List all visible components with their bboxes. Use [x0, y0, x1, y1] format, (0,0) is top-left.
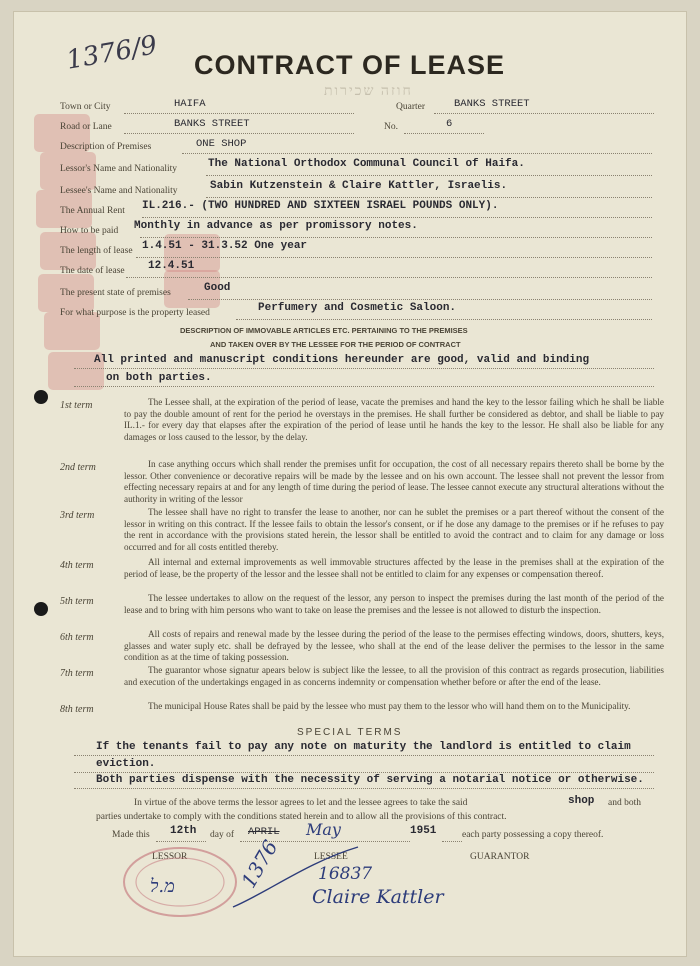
corner-handwritten-note: 1376/9	[64, 30, 160, 76]
field-label: Road or Lane	[60, 122, 112, 132]
lease-document	[14, 12, 686, 956]
field-label: Lessee's Name and Nationality	[60, 186, 178, 196]
field-label: How to be paid	[60, 226, 119, 236]
made-month-handwritten: May	[306, 820, 341, 839]
made-day-of: day of	[210, 830, 235, 840]
description-heading: AND TAKEN OVER BY THE LESSEE FOR THE PERIOD OF CONTRACT	[210, 340, 461, 349]
made-end: each party possessing a copy thereof.	[462, 830, 604, 840]
made-this-label: Made this	[112, 830, 150, 840]
field-value-state: Good	[204, 282, 231, 294]
field-value-length: 1.4.51 - 31.3.52 One year	[142, 240, 308, 252]
term-text: In case anything occurs which shall render the premises unfit for occupation, the cost of all necessary repairs thereto shall be borne by the lessor. Other convenience or decorative repairs will be made by the lessee and on his own account. The lessee shall not prevent the lessor from effecting necessary repairs at and for any length of time during the period of lease. The lessee cannot execute any structural alterations without the authority in writing of the lessor	[124, 459, 664, 504]
punch-hole	[34, 390, 48, 404]
term-label: 6th term	[60, 632, 94, 643]
punch-hole	[34, 602, 48, 616]
term-text: The Lessee shall, at the expiration of the period of lease, vacate the premises and hand the key to the lessor failing which he shall be liable to pay the double amount of rent for the period he overstays in the premises. He shall further be considered as debtor, and shall be liable to pay IL.1.- for every day that elapses after the expiration of the period of lease until he hands the key to the lessor. He shall also be liable for any damages or loss caused to the lessor, by the delay.	[124, 397, 664, 442]
term-label: 1st term	[60, 400, 93, 411]
term-label: 8th term	[60, 704, 94, 715]
description-line: All printed and manuscript conditions hereunder are good, valid and binding	[94, 354, 590, 366]
field-value-date: 12.4.51	[148, 260, 195, 272]
closing-text: parties undertake to comply with the conditions stated herein and to allow all the provisions of this contract.	[96, 812, 507, 822]
field-value-purpose: Perfumery and Cosmetic Saloon.	[258, 302, 457, 314]
field-value-payment: Monthly in advance as per promissory notes.	[134, 220, 418, 232]
description-heading: DESCRIPTION OF IMMOVABLE ARTICLES ETC. PERTAINING TO THE PREMISES	[180, 326, 468, 335]
field-label: Description of Premises	[60, 142, 152, 152]
special-terms-heading: SPECIAL TERMS	[297, 727, 403, 738]
term-text: The lessee shall have no right to transfer the lease to another, nor can he sublet the premises or a part thereof without the consent of the lessor in writing on this contract. If the lessee fails to obtain the lessor's consent, or if he dose any damage to the premises or if he refuses to pay the rent in accordance with the provisions stated herein, the lessor shall be entitled to avoid the contract and to claim for any damage or loss occurred and for all costs entitled thereby.	[124, 507, 664, 552]
term-text: The guarantor whose signatur apears below is subject like the lessee, to all the provision of this contract as regards prosecution, liabilities and execution of the undertakings engaged in as concerns indemnity or compensation whether before or after the end of the lease.	[124, 665, 664, 687]
closing-text: and both	[608, 798, 641, 808]
term-label: 3rd term	[60, 510, 95, 521]
lessee-hand-number: 16837	[318, 864, 373, 884]
term-label: 7th term	[60, 668, 94, 679]
field-label: The length of lease	[60, 246, 133, 256]
field-value-lessee: Sabin Kutzenstein & Claire Kattler, Israelis.	[210, 180, 508, 192]
field-label: No.	[384, 122, 398, 132]
field-label: The date of lease	[60, 266, 125, 276]
lessor-signature: מ.ל	[150, 876, 175, 897]
signatory-guarantor: GUARANTOR	[470, 852, 530, 862]
field-value-rent: IL.216.- (TWO HUNDRED AND SIXTEEN ISRAEL POUNDS ONLY).	[142, 200, 499, 212]
closing-value-shop: shop	[568, 795, 595, 807]
made-day: 12th	[170, 825, 197, 837]
closing-text: In virtue of the above terms the lessor agrees to let and the lessee agrees to take the said	[134, 798, 468, 808]
field-value-lessor: The National Orthodox Communal Council of Haifa.	[208, 158, 525, 170]
special-term-line: eviction.	[96, 758, 156, 770]
term-label: 2nd term	[60, 462, 96, 473]
term-label: 4th term	[60, 560, 94, 571]
special-term-line: Both parties dispense with the necessity of serving a notarial notice or otherwise.	[96, 774, 644, 786]
document-title: CONTRACT OF LEASE	[194, 50, 505, 80]
made-year: 1951	[410, 825, 437, 837]
term-text: The lessee undertakes to allow on the request of the lessor, any person to inspect the premises during the last month of the period of the lease and to bring with him persons who want to take on lease the premises and the lessee is not allowed to disturb the inspection.	[124, 593, 664, 615]
term-text: The municipal House Rates shall be paid by the lessee who must pay them to the lessor who will hand them on to the Municipality.	[148, 701, 631, 711]
field-value-number: 6	[446, 118, 453, 130]
lessee-signature: Claire Kattler	[312, 886, 444, 908]
term-label: 5th term	[60, 596, 94, 607]
field-value-road: BANKS STREET	[174, 118, 250, 130]
term-text: All internal and external improvements as well immovable structures affected by the lease in the premises shall at the expiration of the period of lease, be the property of the lessor and the lessee shall not be entitled to claim for any expenses or compensation thereof.	[124, 557, 664, 579]
field-value-town: HAIFA	[174, 98, 206, 110]
signatory-lessor: LESSOR	[152, 852, 188, 862]
field-label: For what purpose is the property leased	[60, 308, 210, 318]
field-value-quarter: BANKS STREET	[454, 98, 530, 110]
description-line: on both parties.	[106, 372, 212, 384]
field-label: Quarter	[396, 102, 426, 112]
term-text: All costs of repairs and renewal made by the lessee during the period of the lease to the permises effecting windows, doors, shutters, keys, glasses and water suply etc. shall be defrayed by the lessee, who shall at the end of the lease deliver the permises to the lessor in the same condition as at the time of taking possession.	[124, 629, 664, 663]
made-month: APRIL	[248, 826, 280, 838]
center-signature: 1376	[236, 835, 283, 893]
field-label: Lessor's Name and Nationality	[60, 164, 178, 174]
signatory-lessee: LESSEE	[314, 852, 348, 862]
hebrew-watermark: חוזה שכירות	[324, 84, 413, 99]
special-term-line: If the tenants fail to pay any note on maturity the landlord is entitled to claim	[96, 741, 631, 753]
field-label: The present state of premises	[60, 288, 171, 298]
field-label: The Annual Rent	[60, 206, 125, 216]
field-label: Town or City	[60, 102, 111, 112]
field-value-premises: ONE SHOP	[196, 138, 247, 150]
